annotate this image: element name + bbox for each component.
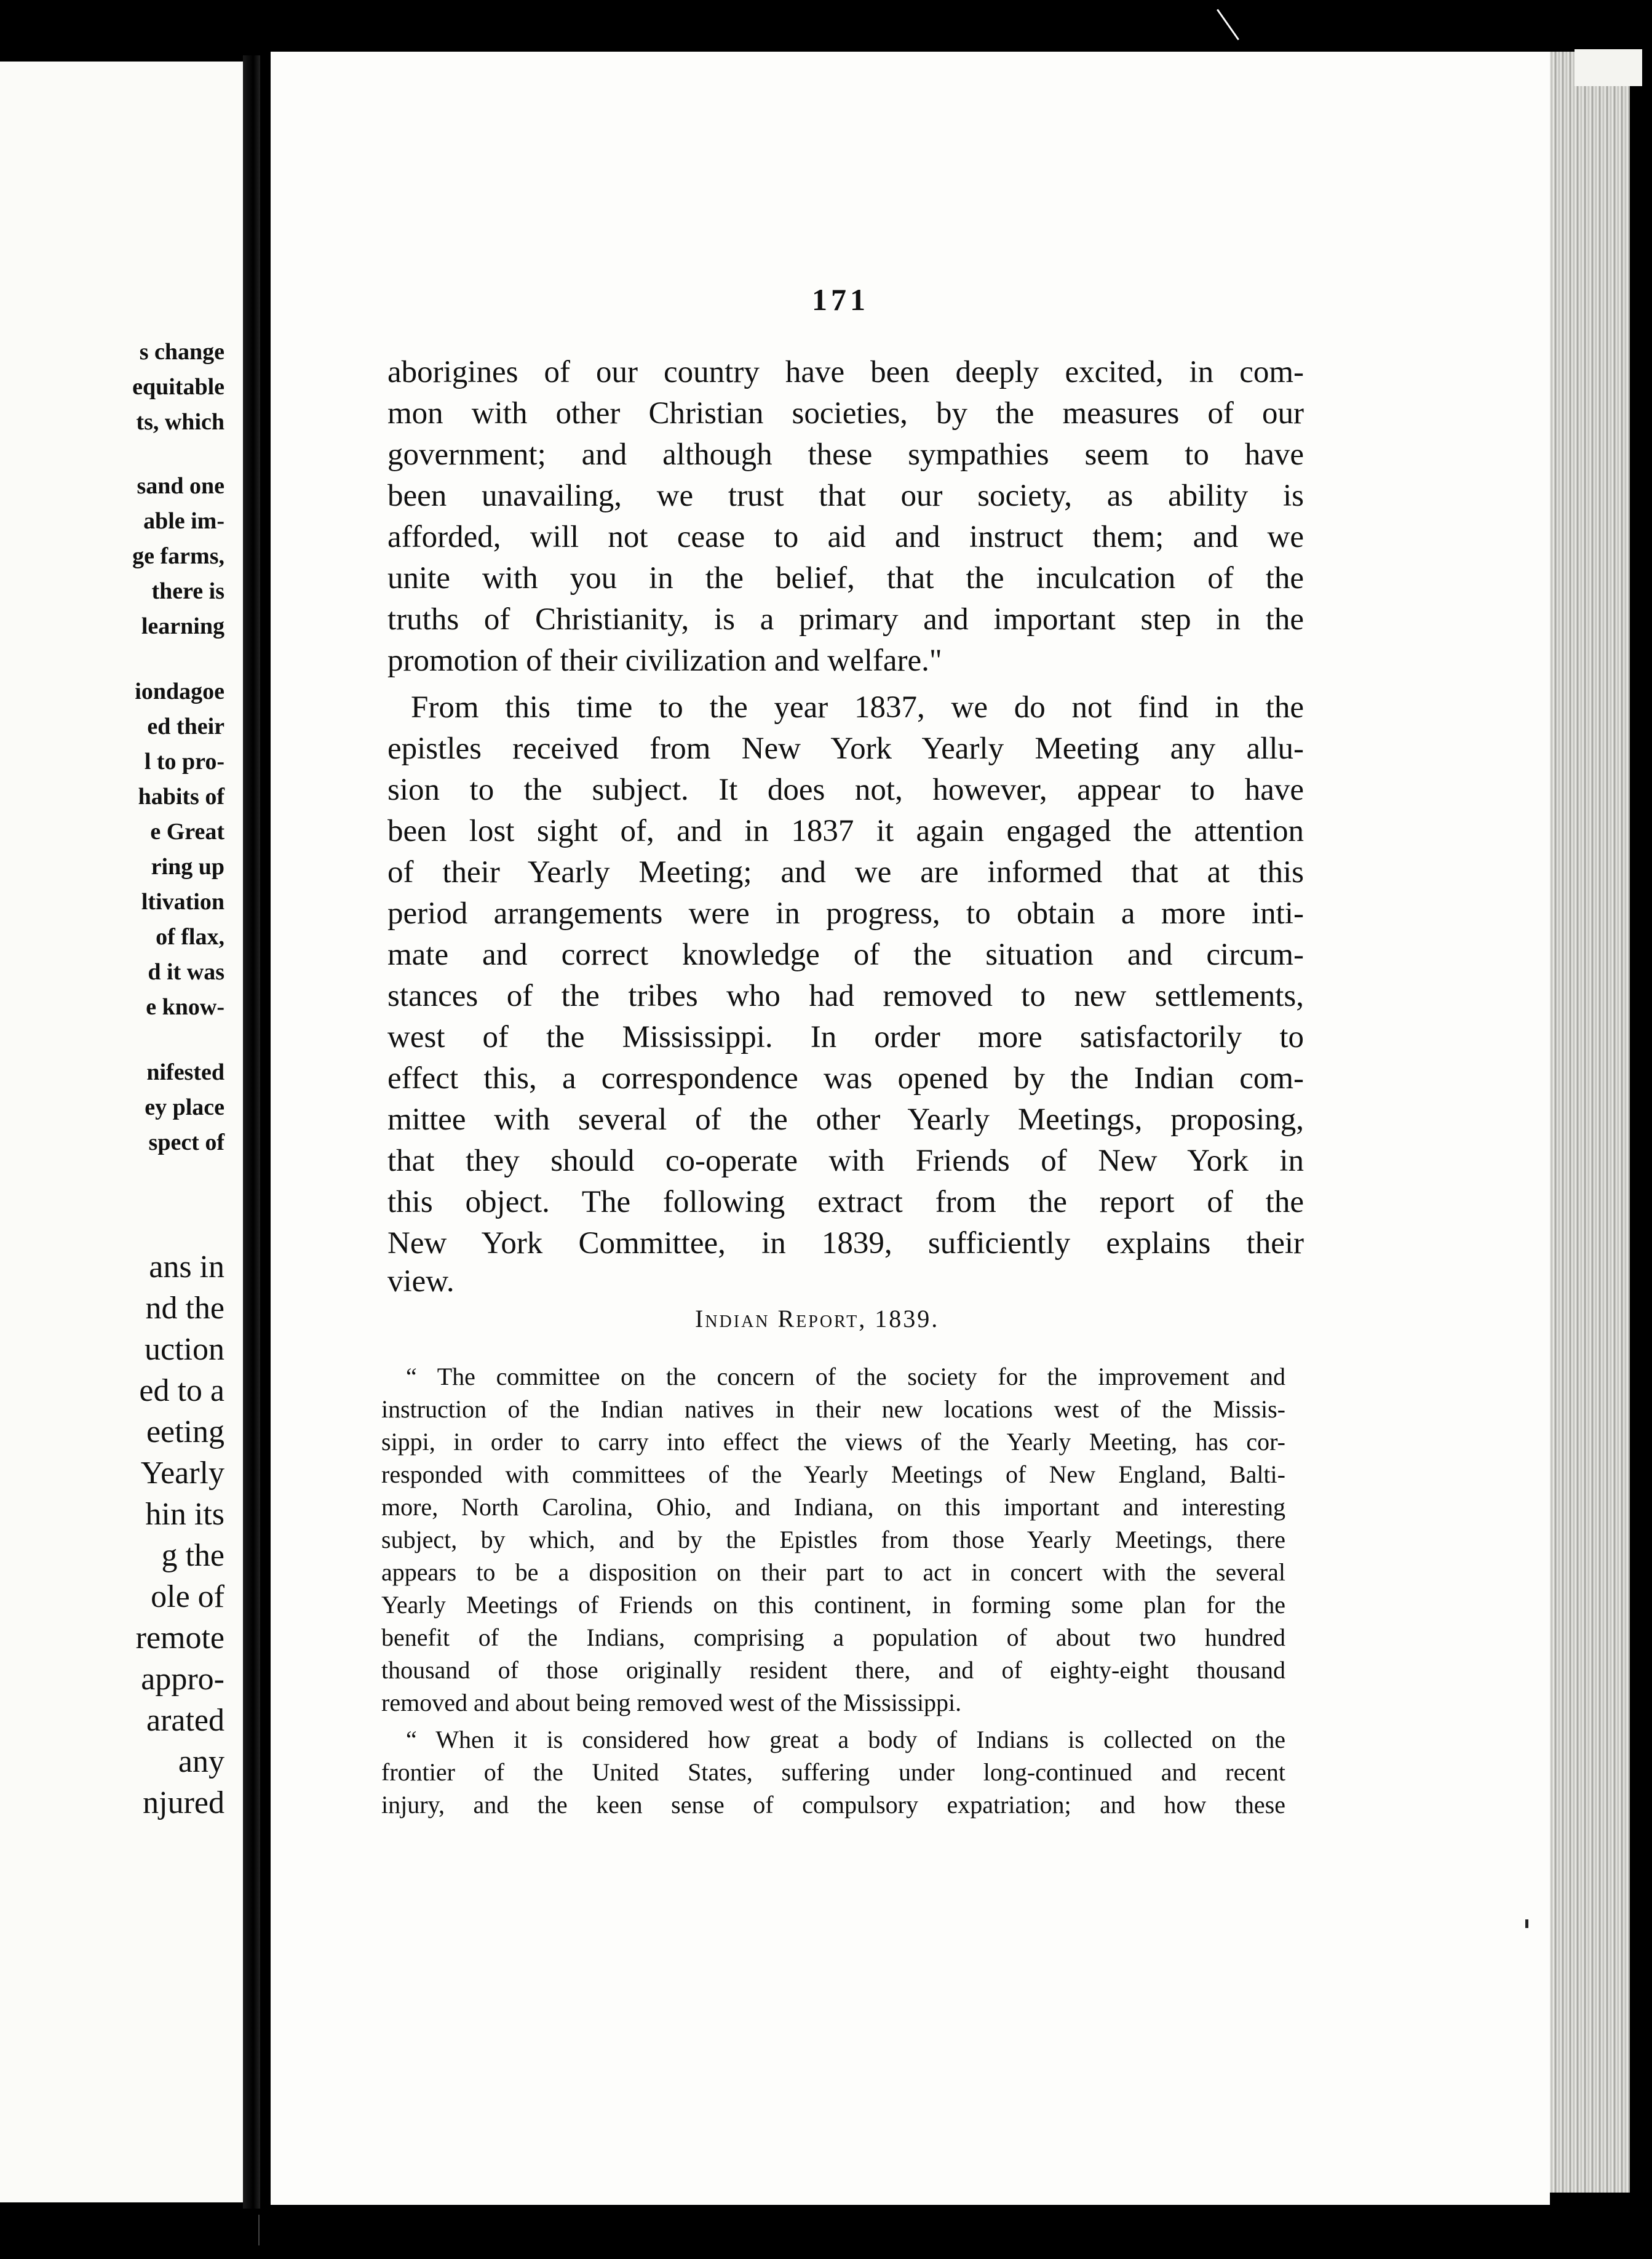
extract-line: frontier of the United States, suffering under long-continued and recent	[381, 1758, 1285, 1786]
left-page-line: ed their	[147, 714, 224, 739]
left-page-line: iondagoe	[135, 679, 224, 704]
left-page-line: any	[178, 1744, 224, 1779]
body-line: west of the Mississippi. In order more satisfactorily to	[387, 1020, 1304, 1054]
extract-line: Yearly Meetings of Friends on this continent, in forming some plan for the	[381, 1591, 1285, 1619]
extract-line: sippi, in order to carry into effect the views of the Yearly Meeting, has cor-	[381, 1428, 1285, 1456]
left-page-line: arated	[146, 1703, 224, 1738]
left-page-line: there is	[151, 578, 224, 604]
left-page-line: ey place	[145, 1094, 224, 1120]
left-page-line: ts, which	[136, 409, 224, 435]
left-page-line: equitable	[132, 374, 224, 400]
section-heading: Indian Report, 1839.	[695, 1305, 940, 1333]
left-page-line: e know-	[146, 994, 224, 1020]
extract-line: “ When it is considered how great a body of Indians is collected on the	[406, 1726, 1285, 1753]
body-line: New York Committee, in 1839, sufficiently explains their	[387, 1226, 1304, 1261]
left-page-line: nd the	[145, 1291, 224, 1326]
left-facing-page	[0, 62, 243, 2202]
body-line: promotion of their civilization and welfare."	[387, 643, 942, 678]
left-page-line: learning	[141, 613, 224, 639]
body-line: epistles received from New York Yearly Meeting any allu-	[387, 731, 1304, 766]
extract-line: subject, by which, and by the Epistles from those Yearly Meetings, there	[381, 1526, 1285, 1553]
left-page-line: g the	[161, 1538, 224, 1573]
left-page-line: Yearly	[140, 1456, 224, 1491]
left-page-line: sand one	[137, 473, 224, 499]
left-page-line: appro-	[141, 1662, 224, 1697]
body-line: sion to the subject. It does not, however, appear to have	[387, 773, 1304, 807]
body-line: been unavailing, we trust that our society, as ability is	[387, 479, 1304, 513]
extract-line: “ The committee on the concern of the society for the improvement and	[406, 1363, 1285, 1390]
extract-line: appears to be a disposition on their part to act in concert with the several	[381, 1558, 1285, 1586]
left-page-line: nifested	[146, 1059, 224, 1085]
left-page-line: ans in	[149, 1249, 224, 1285]
page-edges	[1550, 52, 1630, 2193]
body-line: period arrangements were in progress, to obtain a more inti-	[387, 896, 1304, 931]
page-edges-top	[1575, 49, 1642, 86]
scan-artifact	[258, 2215, 260, 2245]
left-page-line: of flax,	[156, 924, 224, 950]
extract-line: instruction of the Indian natives in their new locations west of the Missis-	[381, 1395, 1285, 1423]
body-line: of their Yearly Meeting; and we are informed that at this	[387, 855, 1304, 890]
body-line: unite with you in the belief, that the inculcation of the	[387, 561, 1304, 596]
extract-line: injury, and the keen sense of compulsory expatriation; and how these	[381, 1791, 1285, 1819]
left-page-line: able im-	[143, 508, 224, 534]
left-page-line: spect of	[148, 1130, 224, 1155]
scan-artifact	[1217, 9, 1239, 41]
left-page-line: njured	[143, 1785, 224, 1820]
body-line: mon with other Christian societies, by the measures of our	[387, 396, 1304, 431]
left-page-line: habits of	[138, 784, 224, 810]
left-page-line: ltivation	[141, 889, 224, 915]
extract-line: responded with committees of the Yearly Meetings of New England, Balti-	[381, 1460, 1285, 1488]
extract-line: more, North Carolina, Ohio, and Indiana, on this important and interesting	[381, 1493, 1285, 1521]
body-line: From this time to the year 1837, we do not find in the	[411, 690, 1304, 725]
body-line: view.	[387, 1264, 455, 1299]
left-page-line: remote	[135, 1620, 224, 1655]
body-line: truths of Christianity, is a primary and important step in the	[387, 602, 1304, 637]
extract-line: benefit of the Indians, comprising a population of about two hundred	[381, 1624, 1285, 1651]
left-page-line: s change	[139, 339, 224, 365]
scan-artifact	[1525, 1919, 1528, 1928]
book-gutter	[243, 55, 260, 2209]
body-line: government; and although these sympathies seem to have	[387, 437, 1304, 472]
left-page-line: e Great	[150, 819, 224, 845]
left-page-line: ring up	[151, 854, 224, 880]
body-line: that they should co-operate with Friends of New York in	[387, 1144, 1304, 1178]
extract-line: thousand of those originally resident there, and of eighty-eight thousand	[381, 1656, 1285, 1684]
body-line: afforded, will not cease to aid and instruct them; and we	[387, 520, 1304, 554]
left-page-line: ole of	[151, 1579, 224, 1614]
body-line: stances of the tribes who had removed to new settlements,	[387, 979, 1304, 1013]
body-line: this object. The following extract from the report of the	[387, 1185, 1304, 1219]
body-line: mittee with several of the other Yearly Meetings, proposing,	[387, 1102, 1304, 1137]
left-page-line: uction	[145, 1332, 224, 1367]
body-line: effect this, a correspondence was opened by the Indian com-	[387, 1061, 1304, 1096]
page-number: 171	[812, 282, 869, 317]
left-page-line: ed to a	[139, 1373, 224, 1408]
left-page-line: l to pro-	[144, 749, 224, 775]
body-line: been lost sight of, and in 1837 it again engaged the attention	[387, 814, 1304, 848]
extract-line: removed and about being removed west of the Mississippi.	[381, 1689, 962, 1716]
left-page-line: d it was	[148, 959, 224, 985]
body-line: mate and correct knowledge of the situation and circum-	[387, 938, 1304, 972]
left-page-line: ge farms,	[132, 543, 224, 569]
body-line: aborigines of our country have been deeply excited, in com-	[387, 355, 1304, 389]
left-page-line: hin its	[145, 1497, 224, 1532]
left-page-line: eeting	[146, 1414, 224, 1449]
